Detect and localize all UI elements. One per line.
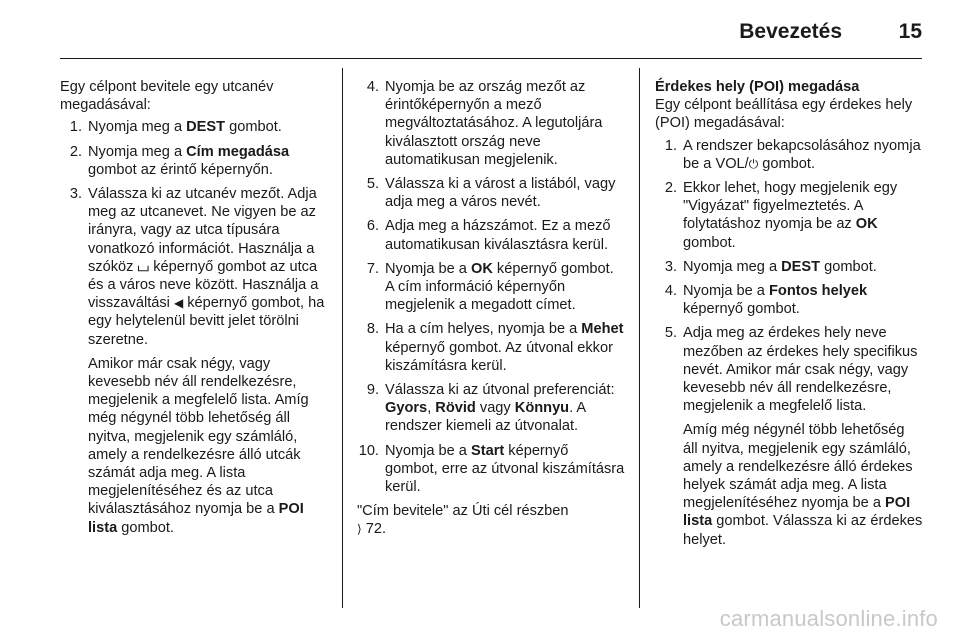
list-item: 10. Nyomja be a Start képernyő gombot, erre az útvonal kiszámításra kerül. <box>358 442 625 496</box>
continuation-text: Amikor már csak négy, vagy kevesebb név áll rendelkezésre, megjelenik a megfelelő lista. Amíg még négynél több lehetőség áll nyitva, megjelenik egy számláló, amely a rendelkezésre álló utcák számát adja meg. A lista megjelenítéséhez és az utca kiválasztásához nyomja be a POI lista gombot. <box>88 355 309 536</box>
column-3 <box>655 78 923 549</box>
list-item: 5. Adja meg az érdekes hely neve mezőben az érdekes hely specifikus nevét. Amikor már csak négy, vagy kevesebb név áll rendelkezésre, megjelenik a megfelelő lista. <box>664 325 918 415</box>
list-item: 2. Nyomja meg a Cím megadása gombot az érintő képernyőn. <box>69 143 290 178</box>
list-item: 3. Nyomja meg a DEST gombot. <box>664 258 877 275</box>
list-item: 1. Nyomja meg a DEST gombot. <box>69 119 282 136</box>
list-item: 2. Ekkor lehet, hogy megjelenik egy "Vigyázat" figyelmeztetés. A folytatáshoz nyomja be az OK gombot. <box>664 180 898 251</box>
page-title: Bevezetés <box>739 20 842 43</box>
backspace-arrow-icon: ◀ <box>173 296 184 311</box>
cross-reference: "Cím bevitele" az Úti cél részben ⟩ 72. <box>357 503 569 538</box>
intro-text: Egy célpont bevitele egy utcanév megadásával: <box>60 79 274 114</box>
steps-list <box>357 78 625 496</box>
list-item: 4. Nyomja be az ország mezőt az érintőképernyőn a mező megváltoztatásához. A legutoljára kiválasztott ország neve automatikusan megjelenik. <box>366 79 603 168</box>
list-item: 8. Ha a cím helyes, nyomja be a Mehet képernyő gombot. Az útvonal ekkor kiszámításra kerül. <box>366 321 624 374</box>
column-2 <box>357 78 625 539</box>
list-item: 3. Válassza ki az utcanév mezőt. Adja meg az utcanevet. Ne vigyen be az irányra, vagy az utca típusára vonatkozó információt. Használja a szóköz ⌴ képernyő gombot az utca és a város neve között. Használja a visszaváltási ◀ képernyő gombot, ha egy helytelenül bevitt jelet törölni szeretne. <box>69 186 325 348</box>
column-divider-2 <box>639 68 640 608</box>
column-1 <box>60 78 328 537</box>
page-reference-link[interactable]: 72. <box>361 521 387 538</box>
list-item: 4. Nyomja be a Fontos helyek képernyő gombot. <box>664 283 868 318</box>
list-item: 1. A rendszer bekapcsolásához nyomja be a VOL/⏻ gombot. <box>664 137 921 172</box>
column-divider-1 <box>342 68 343 608</box>
space-key-icon: ⌴ <box>137 257 150 275</box>
continuation-text: Amíg még négynél több lehetőség áll nyitva, megjelenik egy számláló, amely a rendelkezésre álló érdekes helyek számát adja meg. A lista megjelenítéséhez nyomja be a POI lista gombot. Válassza ki az érdekes helyet. <box>683 422 923 548</box>
page-reference-icon: ⟩ <box>357 522 362 537</box>
list-item: 6. Adja meg a házszámot. Ez a mező automatikusan kiválasztásra kerül. <box>366 218 611 253</box>
watermark: carmanualsonline.info <box>719 606 938 631</box>
power-icon: ⏻ <box>748 156 759 171</box>
steps-list <box>655 137 923 416</box>
list-item: 9. Válassza ki az útvonal preferenciát: Gyors, Rövid vagy Könnyu. A rendszer kiemeli az útvonalat. <box>366 382 615 435</box>
section-heading: Érdekes hely (POI) megadása <box>655 79 860 95</box>
list-item: 7. Nyomja be a OK képernyő gombot. A cím információ képernyőn megjelenik a megadott címet. <box>366 260 614 314</box>
list-item: 5. Válassza ki a várost a listából, vagy adja meg a város nevét. <box>366 176 616 211</box>
intro-text: Egy célpont beállítása egy érdekes hely (POI) megadásával: <box>655 97 913 132</box>
header-divider <box>60 58 922 59</box>
page-number: 15 <box>898 20 922 43</box>
steps-list <box>60 118 328 348</box>
